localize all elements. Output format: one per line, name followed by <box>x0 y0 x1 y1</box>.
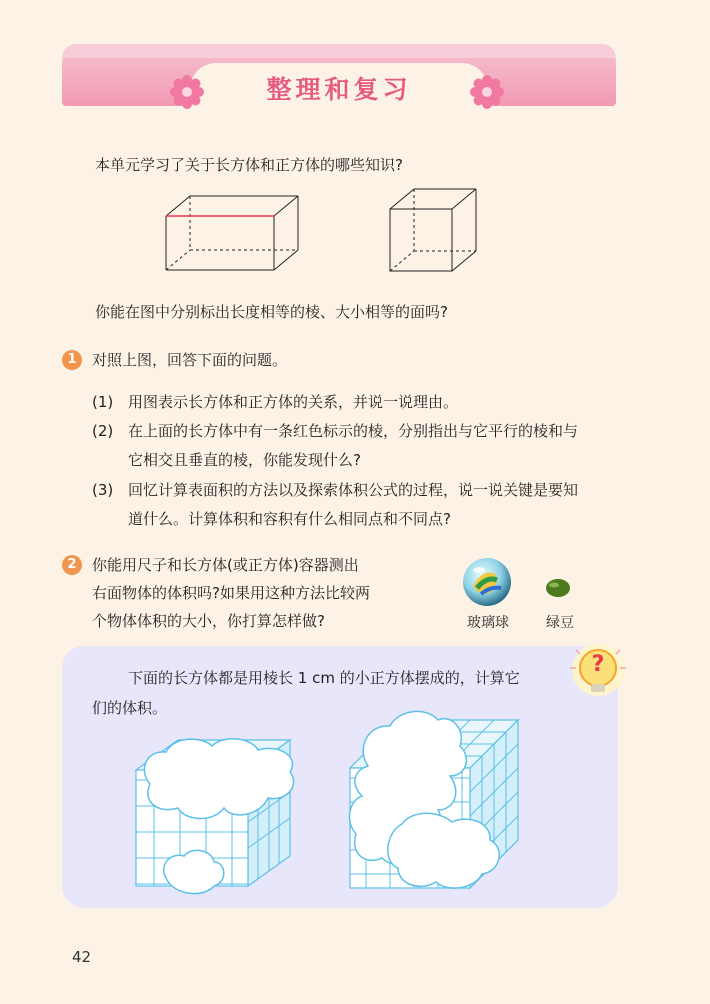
question-text: 用图表示长方体和正方体的关系，并说一说理由。 <box>128 393 459 411</box>
marble-icon <box>461 556 513 608</box>
flower-icon <box>170 75 204 109</box>
section1-title: 对照上图，回答下面的问题。 <box>92 351 288 369</box>
header-banner-highlight <box>62 44 616 58</box>
flower-icon <box>470 75 504 109</box>
puzzle-text-line2: 们的体积。 <box>92 699 168 717</box>
section2-text-line: 右面物体的体积吗?如果用这种方法比较两 <box>92 584 370 602</box>
page-number: 42 <box>72 948 92 966</box>
question-text-continued: 道什么。计算体积和容积有什么相同点和不同点? <box>128 510 451 528</box>
question-text: 在上面的长方体中有一条红色标示的棱，分别指出与它平行的棱和与 <box>128 422 579 440</box>
small-cube-cuboid-left <box>128 728 318 900</box>
question-mark: ? <box>591 652 605 677</box>
section-number-badge: 2 <box>62 555 82 575</box>
page-title: 整理和复习 <box>266 75 412 104</box>
intro-prompt: 你能在图中分别标出长度相等的棱、大小相等的面吗? <box>95 303 448 321</box>
section2-text-line: 你能用尺子和长方体(或正方体)容器测出 <box>92 556 359 574</box>
small-cube-cuboid-right <box>342 706 532 896</box>
puzzle-text-line1: 下面的长方体都是用棱长 1 cm 的小正方体摆成的，计算它 <box>128 669 520 687</box>
marble-caption: 玻璃球 <box>467 615 509 631</box>
cuboid-diagram <box>160 192 305 274</box>
intro-question: 本单元学习了关于长方体和正方体的哪些知识? <box>95 156 403 174</box>
question-label: (3) <box>92 481 114 499</box>
question-label: (1) <box>92 393 114 411</box>
mung-bean-caption: 绿豆 <box>546 615 574 631</box>
question-text: 回忆计算表面积的方法以及探索体积公式的过程，说一说关键是要知 <box>128 481 579 499</box>
section2-text-line: 个物体体积的大小，你打算怎样做? <box>92 612 325 630</box>
question-label: (2) <box>92 422 114 440</box>
section-number-badge: 1 <box>62 350 82 370</box>
mung-bean-icon <box>543 577 573 599</box>
cube-diagram <box>386 185 480 275</box>
question-text-continued: 它相交且垂直的棱，你能发现什么? <box>128 451 361 469</box>
